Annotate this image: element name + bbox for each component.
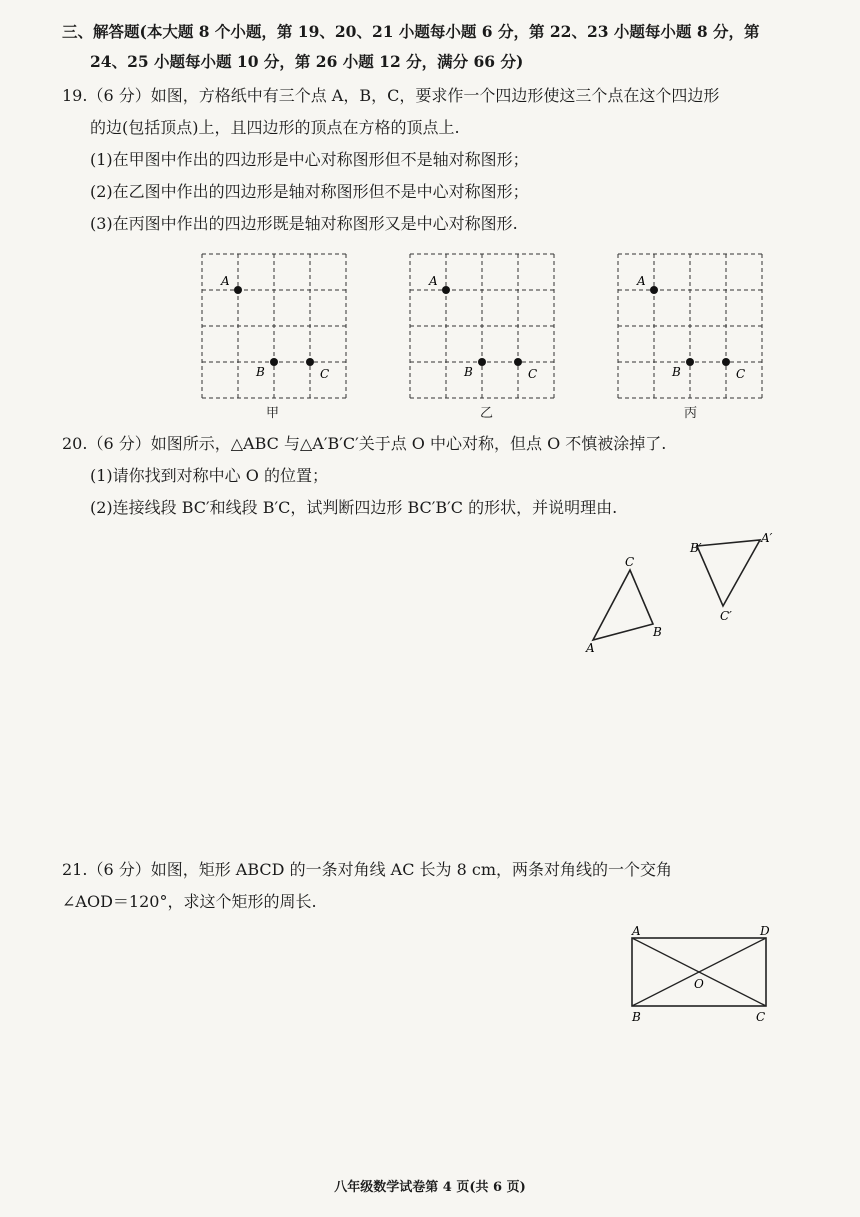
point-a — [650, 286, 658, 294]
triangles-figure — [580, 528, 790, 658]
q21-text-line1: 21.（6 分）如图，矩形 ABCD 的一条对角线 AC 长为 8 cm，两条对角线的一个交角 — [62, 860, 673, 879]
label-c-prime: C′ — [720, 609, 732, 623]
q19-sub2: (2)在乙图中作出的四边形是轴对称图形但不是中心对称图形； — [90, 182, 529, 201]
label-c: C — [756, 1010, 766, 1024]
label-c: C — [736, 367, 746, 381]
point-a — [234, 286, 242, 294]
label-c: C — [625, 555, 635, 569]
label-b: B — [464, 365, 473, 379]
label-b: B — [672, 365, 681, 379]
grid-jia — [200, 252, 350, 400]
label-b-prime: B′ — [690, 541, 702, 555]
grid-yi — [408, 252, 558, 400]
point-c — [514, 358, 522, 366]
label-b: B — [256, 365, 265, 379]
rectangle-figure — [622, 922, 782, 1026]
point-b — [478, 358, 486, 366]
triangle-abc — [593, 570, 653, 640]
grid-caption-jia: 甲 — [266, 406, 280, 421]
label-o: O — [694, 977, 704, 991]
label-a: A — [221, 274, 230, 288]
grid-caption-bing: 丙 — [684, 406, 698, 421]
q19-sub3: (3)在丙图中作出的四边形既是轴对称图形又是中心对称图形. — [90, 214, 518, 233]
label-a-prime: A′ — [761, 531, 773, 545]
q21-text-line2: ∠AOD＝120°，求这个矩形的周长. — [62, 892, 317, 911]
q19-sub1: (1)在甲图中作出的四边形是中心对称图形但不是轴对称图形； — [90, 150, 529, 169]
point-c — [306, 358, 314, 366]
label-a: A — [637, 274, 646, 288]
q20-sub2: (2)连接线段 BC′和线段 B′C，试判断四边形 BC′B′C 的形状，并说明理由. — [90, 498, 618, 517]
page-footer: 八年级数学试卷第 4 页(共 6 页) — [334, 1180, 526, 1195]
triangle-a1b1c1 — [697, 540, 760, 606]
grid-caption-yi: 乙 — [480, 406, 494, 421]
point-a — [442, 286, 450, 294]
q20-text-line1: 20.（6 分）如图所示，△ABC 与△A′B′C′关于点 O 中心对称，但点 O 不慎被涂掉了. — [62, 434, 667, 453]
q20-sub1: (1)请你找到对称中心 O 的位置； — [90, 466, 328, 485]
label-a: A — [586, 641, 595, 655]
point-b — [270, 358, 278, 366]
label-b: B — [653, 625, 662, 639]
q19-text-line2: 的边(包括顶点)上，且四边形的顶点在方格的顶点上. — [90, 118, 460, 137]
label-a: A — [429, 274, 438, 288]
label-c: C — [528, 367, 538, 381]
point-c — [722, 358, 730, 366]
label-d: D — [760, 924, 770, 938]
section-header-line1: 三、解答题(本大题 8 个小题，第 19、20、21 小题每小题 6 分，第 22、23 小题每小题 8 分，第 — [62, 22, 760, 41]
label-b: B — [632, 1010, 641, 1024]
label-a: A — [632, 924, 641, 938]
point-b — [686, 358, 694, 366]
label-c: C — [320, 367, 330, 381]
grid-bing — [616, 252, 766, 400]
section-header-line2: 24、25 小题每小题 10 分，第 26 小题 12 分，满分 66 分) — [90, 52, 524, 71]
q19-text-line1: 19.（6 分）如图，方格纸中有三个点 A，B，C，要求作一个四边形使这三个点在这个四边形 — [62, 86, 720, 105]
